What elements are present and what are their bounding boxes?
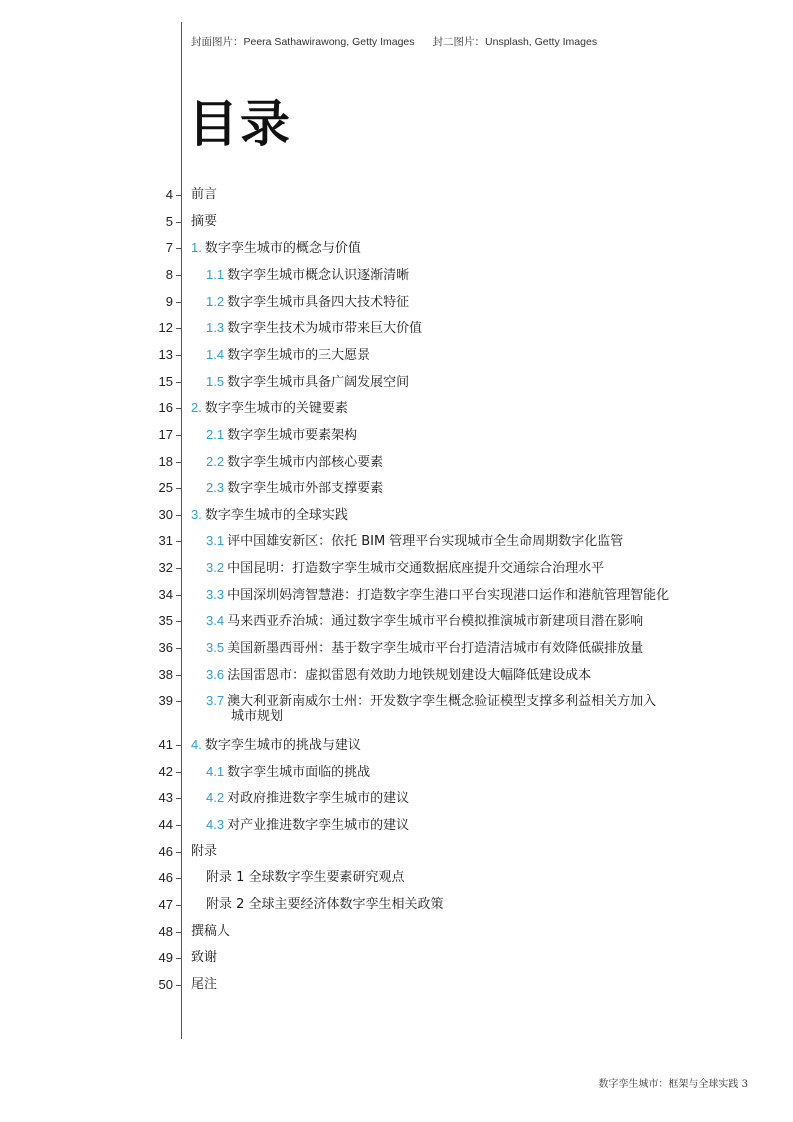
toc-page-number: 5 (165, 213, 173, 229)
toc-page-number: 18 (158, 453, 173, 469)
toc-entry-label (206, 454, 383, 471)
toc-section-number: 3.1 (206, 533, 225, 549)
toc-tick (176, 701, 182, 702)
toc-page-number: 46 (158, 843, 173, 859)
toc-entry-title: 数字孪生城市要素架构 (227, 427, 358, 443)
toc-entry[interactable] (0, 693, 793, 725)
toc-tick (176, 932, 182, 933)
page-footer (598, 1075, 748, 1090)
toc-page-number: 44 (158, 816, 173, 832)
toc-entry-label (191, 977, 217, 993)
toc-tick (176, 222, 182, 223)
toc-entry[interactable] (0, 533, 793, 560)
toc-section-number: 2.3 (206, 480, 225, 496)
toc-entry-label (206, 897, 444, 913)
toc-entry[interactable] (0, 950, 793, 977)
toc-tick (176, 772, 182, 773)
footer-title: 数字孪生城市：框架与全球实践 (598, 1079, 739, 1090)
toc-entry-label (206, 817, 409, 834)
toc-page-number: 30 (158, 506, 173, 522)
toc-section-number: 1.2 (206, 293, 225, 309)
toc-entry-title: 法国雷恩市：虚拟雷恩有效助力地铁规划建设大幅降低建设成本 (227, 667, 592, 683)
toc-section-number: 4.3 (206, 816, 225, 832)
toc-entry[interactable] (0, 400, 793, 427)
toc-entry-label (206, 560, 604, 577)
toc-entry-title: 数字孪生城市的挑战与建议 (204, 738, 361, 753)
toc-tick (176, 745, 182, 746)
toc-section-number: 2. (191, 400, 202, 416)
toc-entry-title: 附录 (191, 843, 218, 859)
toc-entry[interactable] (0, 613, 793, 640)
toc-page-number: 17 (158, 426, 173, 442)
toc-entry[interactable] (0, 214, 793, 241)
toc-entry-title: 数字孪生城市的关键要素 (204, 401, 348, 417)
toc-entry[interactable] (0, 267, 793, 294)
toc-entry-title: 中国深圳妈湾智慧港：打造数字孪生港口平台实现港口运作和港航管理智能化 (227, 587, 670, 603)
inside-cover-credit: 封二图片：Unsplash, Getty Images (432, 36, 598, 48)
toc-entry-label (191, 240, 361, 257)
toc-page-number: 42 (158, 763, 173, 779)
toc-entry-title: 澳大利亚新南威尔士州：开发数字孪生概念验证模型支撑多利益相关方加入 (227, 694, 657, 710)
toc-page-number: 49 (158, 950, 173, 966)
toc-section-number: 3.3 (206, 586, 225, 602)
toc-entry-title: 摘要 (191, 213, 218, 229)
toc-entry[interactable] (0, 924, 793, 951)
toc-entry[interactable] (0, 897, 793, 924)
toc-tick (176, 958, 182, 959)
footer-page-number: 3 (741, 1079, 748, 1090)
toc-entry-label (191, 400, 348, 417)
toc-section-number: 2.1 (206, 426, 225, 442)
toc-entry[interactable] (0, 294, 793, 321)
toc-page-number: 4 (165, 187, 173, 202)
toc-entry-label (206, 667, 591, 684)
toc-entry[interactable] (0, 507, 793, 534)
toc-entry[interactable] (0, 640, 793, 667)
toc-section-number: 3.2 (206, 560, 225, 576)
toc-tick (176, 275, 182, 276)
toc-entry-title: 数字孪生城市的全球实践 (204, 507, 348, 523)
toc-section-number: 3.5 (206, 640, 225, 656)
toc-entry[interactable] (0, 427, 793, 454)
toc-entry[interactable] (0, 764, 793, 791)
toc-tick (176, 852, 182, 853)
toc-tick (176, 568, 182, 569)
toc-entry-title: 数字孪生城市内部核心要素 (227, 454, 384, 470)
toc-page-number: 15 (158, 373, 173, 389)
toc-entry-title: 数字孪生城市的三大愿景 (227, 347, 371, 363)
toc-entry-continuation: 城市规划 (231, 709, 284, 725)
toc-page-number: 43 (158, 790, 173, 806)
toc-section-number: 3.7 (206, 693, 225, 709)
toc-entry-label (191, 187, 217, 203)
toc-entry[interactable] (0, 737, 793, 764)
toc-entry-title: 马来西亚乔治城：通过数字孪生城市平台模拟推演城市新建项目潜在影响 (227, 614, 644, 630)
toc-entry[interactable] (0, 790, 793, 817)
toc-page-number: 39 (158, 693, 173, 709)
toc-tick (176, 515, 182, 516)
toc-entry-title: 中国昆明：打造数字孪生城市交通数据底座提升交通综合治理水平 (227, 561, 605, 577)
toc-entry-title: 撰稿人 (191, 923, 231, 939)
toc-tick (176, 248, 182, 249)
toc-entry-label (191, 950, 217, 966)
toc-entry-label (206, 347, 370, 364)
toc-page-number: 9 (165, 293, 173, 309)
toc-entry-title: 数字孪生技术为城市带来巨大价值 (227, 321, 423, 337)
toc-tick (176, 878, 182, 879)
toc-page-number: 13 (158, 346, 173, 362)
toc-tick (176, 408, 182, 409)
toc-section-number: 1.3 (206, 320, 225, 336)
toc-section-number: 1.1 (206, 266, 225, 282)
front-cover-credit: 封面图片：Peera Sathawirawong, Getty Images (191, 36, 415, 48)
toc-entry[interactable] (0, 240, 793, 267)
toc-entry[interactable] (0, 844, 793, 871)
toc-section-number: 3.4 (206, 613, 225, 629)
toc-tick (176, 825, 182, 826)
toc-entry-title: 前言 (191, 187, 218, 202)
toc-entry-title: 附录 2 全球主要经济体数字孪生相关政策 (206, 896, 444, 912)
toc-entry-title: 数字孪生城市外部支撑要素 (227, 481, 384, 497)
toc-entry[interactable] (0, 977, 793, 1004)
toc-entry-label (206, 320, 422, 337)
image-credits (191, 34, 597, 49)
toc-tick (176, 382, 182, 383)
toc-entry-label (206, 427, 357, 444)
toc-page-number: 7 (165, 240, 173, 256)
toc-entry-title: 对产业推进数字孪生城市的建议 (227, 817, 410, 833)
toc-entry-title: 数字孪生城市具备广阔发展空间 (227, 374, 410, 390)
toc-entry-title: 数字孪生城市具备四大技术特征 (227, 294, 410, 310)
toc-entry-title: 致谢 (191, 950, 218, 966)
toc-entry-label (206, 374, 409, 391)
toc-entry[interactable] (0, 560, 793, 587)
toc-tick (176, 355, 182, 356)
toc-section-number: 1.4 (206, 346, 225, 362)
toc-entry[interactable] (0, 187, 793, 214)
toc-entry-label (206, 587, 669, 604)
toc-page-number: 46 (158, 870, 173, 886)
toc-page-number: 32 (158, 560, 173, 576)
toc-entry-label (206, 613, 643, 630)
toc-tick (176, 488, 182, 489)
toc-tick (176, 541, 182, 542)
toc-entry[interactable] (0, 480, 793, 507)
toc-entry[interactable] (0, 870, 793, 897)
toc-tick (176, 985, 182, 986)
toc-section-number: 1. (191, 240, 202, 256)
toc-section-number: 2.2 (206, 453, 225, 469)
toc-entry-label (191, 844, 217, 860)
toc-section-number: 4.1 (206, 763, 225, 779)
toc-page-number: 35 (158, 613, 173, 629)
toc-entry-label (206, 870, 405, 886)
toc-entry[interactable] (0, 667, 793, 694)
toc-entry-label (206, 480, 383, 497)
toc-page-number: 41 (158, 737, 173, 752)
toc-entry-title: 美国新墨西哥州：基于数字孪生城市平台打造清洁城市有效降低碳排放量 (227, 641, 644, 657)
toc-tick (176, 462, 182, 463)
toc-tick (176, 435, 182, 436)
toc-tick (176, 675, 182, 676)
toc-section-number: 3. (191, 506, 202, 522)
toc-page-number: 36 (158, 640, 173, 656)
toc-entry[interactable] (0, 587, 793, 614)
toc-tick (176, 328, 182, 329)
toc-page-number: 50 (158, 976, 173, 992)
toc-entry[interactable] (0, 817, 793, 844)
toc-page-number: 48 (158, 923, 173, 939)
toc-tick (176, 302, 182, 303)
toc-page-number: 25 (158, 480, 173, 496)
toc-entry-label (191, 737, 361, 754)
toc-entry-label (206, 764, 370, 781)
toc-entry-title: 数字孪生城市的概念与价值 (204, 241, 361, 257)
toc-entry[interactable] (0, 347, 793, 374)
page-title: 目录 (188, 95, 292, 153)
toc-section-number: 1.5 (206, 373, 225, 389)
toc-entry-label (206, 790, 409, 807)
toc-section-number: 3.6 (206, 666, 225, 682)
toc-page-number: 47 (158, 896, 173, 912)
toc-tick (176, 648, 182, 649)
toc-entry-label (206, 640, 643, 657)
toc-entry-label (191, 924, 230, 940)
toc-tick (176, 798, 182, 799)
toc-page-number: 12 (158, 320, 173, 336)
toc-page-number: 34 (158, 586, 173, 602)
toc-entry-label (206, 294, 409, 311)
toc-entry-title: 数字孪生城市面临的挑战 (227, 764, 371, 780)
toc-page-number: 38 (158, 666, 173, 682)
toc-section-number: 4.2 (206, 790, 225, 806)
toc-entry-title: 附录 1 全球数字孪生要素研究观点 (206, 870, 405, 886)
toc-entry[interactable] (0, 320, 793, 347)
toc-entry-title: 数字孪生城市概念认识逐渐清晰 (227, 267, 410, 283)
toc-section-number: 4. (191, 737, 202, 752)
toc-entry-title: 对政府推进数字孪生城市的建议 (227, 791, 410, 807)
toc-entry-title: 评中国雄安新区：依托 BIM 管理平台实现城市全生命周期数字化监管 (227, 534, 624, 550)
toc-entry-label (191, 214, 217, 230)
toc-entry-label (206, 533, 623, 550)
toc-page-number: 31 (158, 533, 173, 549)
toc-entry-label (206, 693, 656, 710)
toc-entry-title: 尾注 (191, 976, 218, 992)
toc-page-number: 16 (158, 400, 173, 416)
toc-page-number: 8 (165, 266, 173, 282)
toc-entry[interactable] (0, 454, 793, 481)
toc-entry[interactable] (0, 374, 793, 401)
toc-tick (176, 905, 182, 906)
toc-tick (176, 195, 182, 196)
toc-tick (176, 621, 182, 622)
toc-entry-label (191, 507, 348, 524)
toc-tick (176, 595, 182, 596)
toc-entry-label (206, 267, 409, 284)
